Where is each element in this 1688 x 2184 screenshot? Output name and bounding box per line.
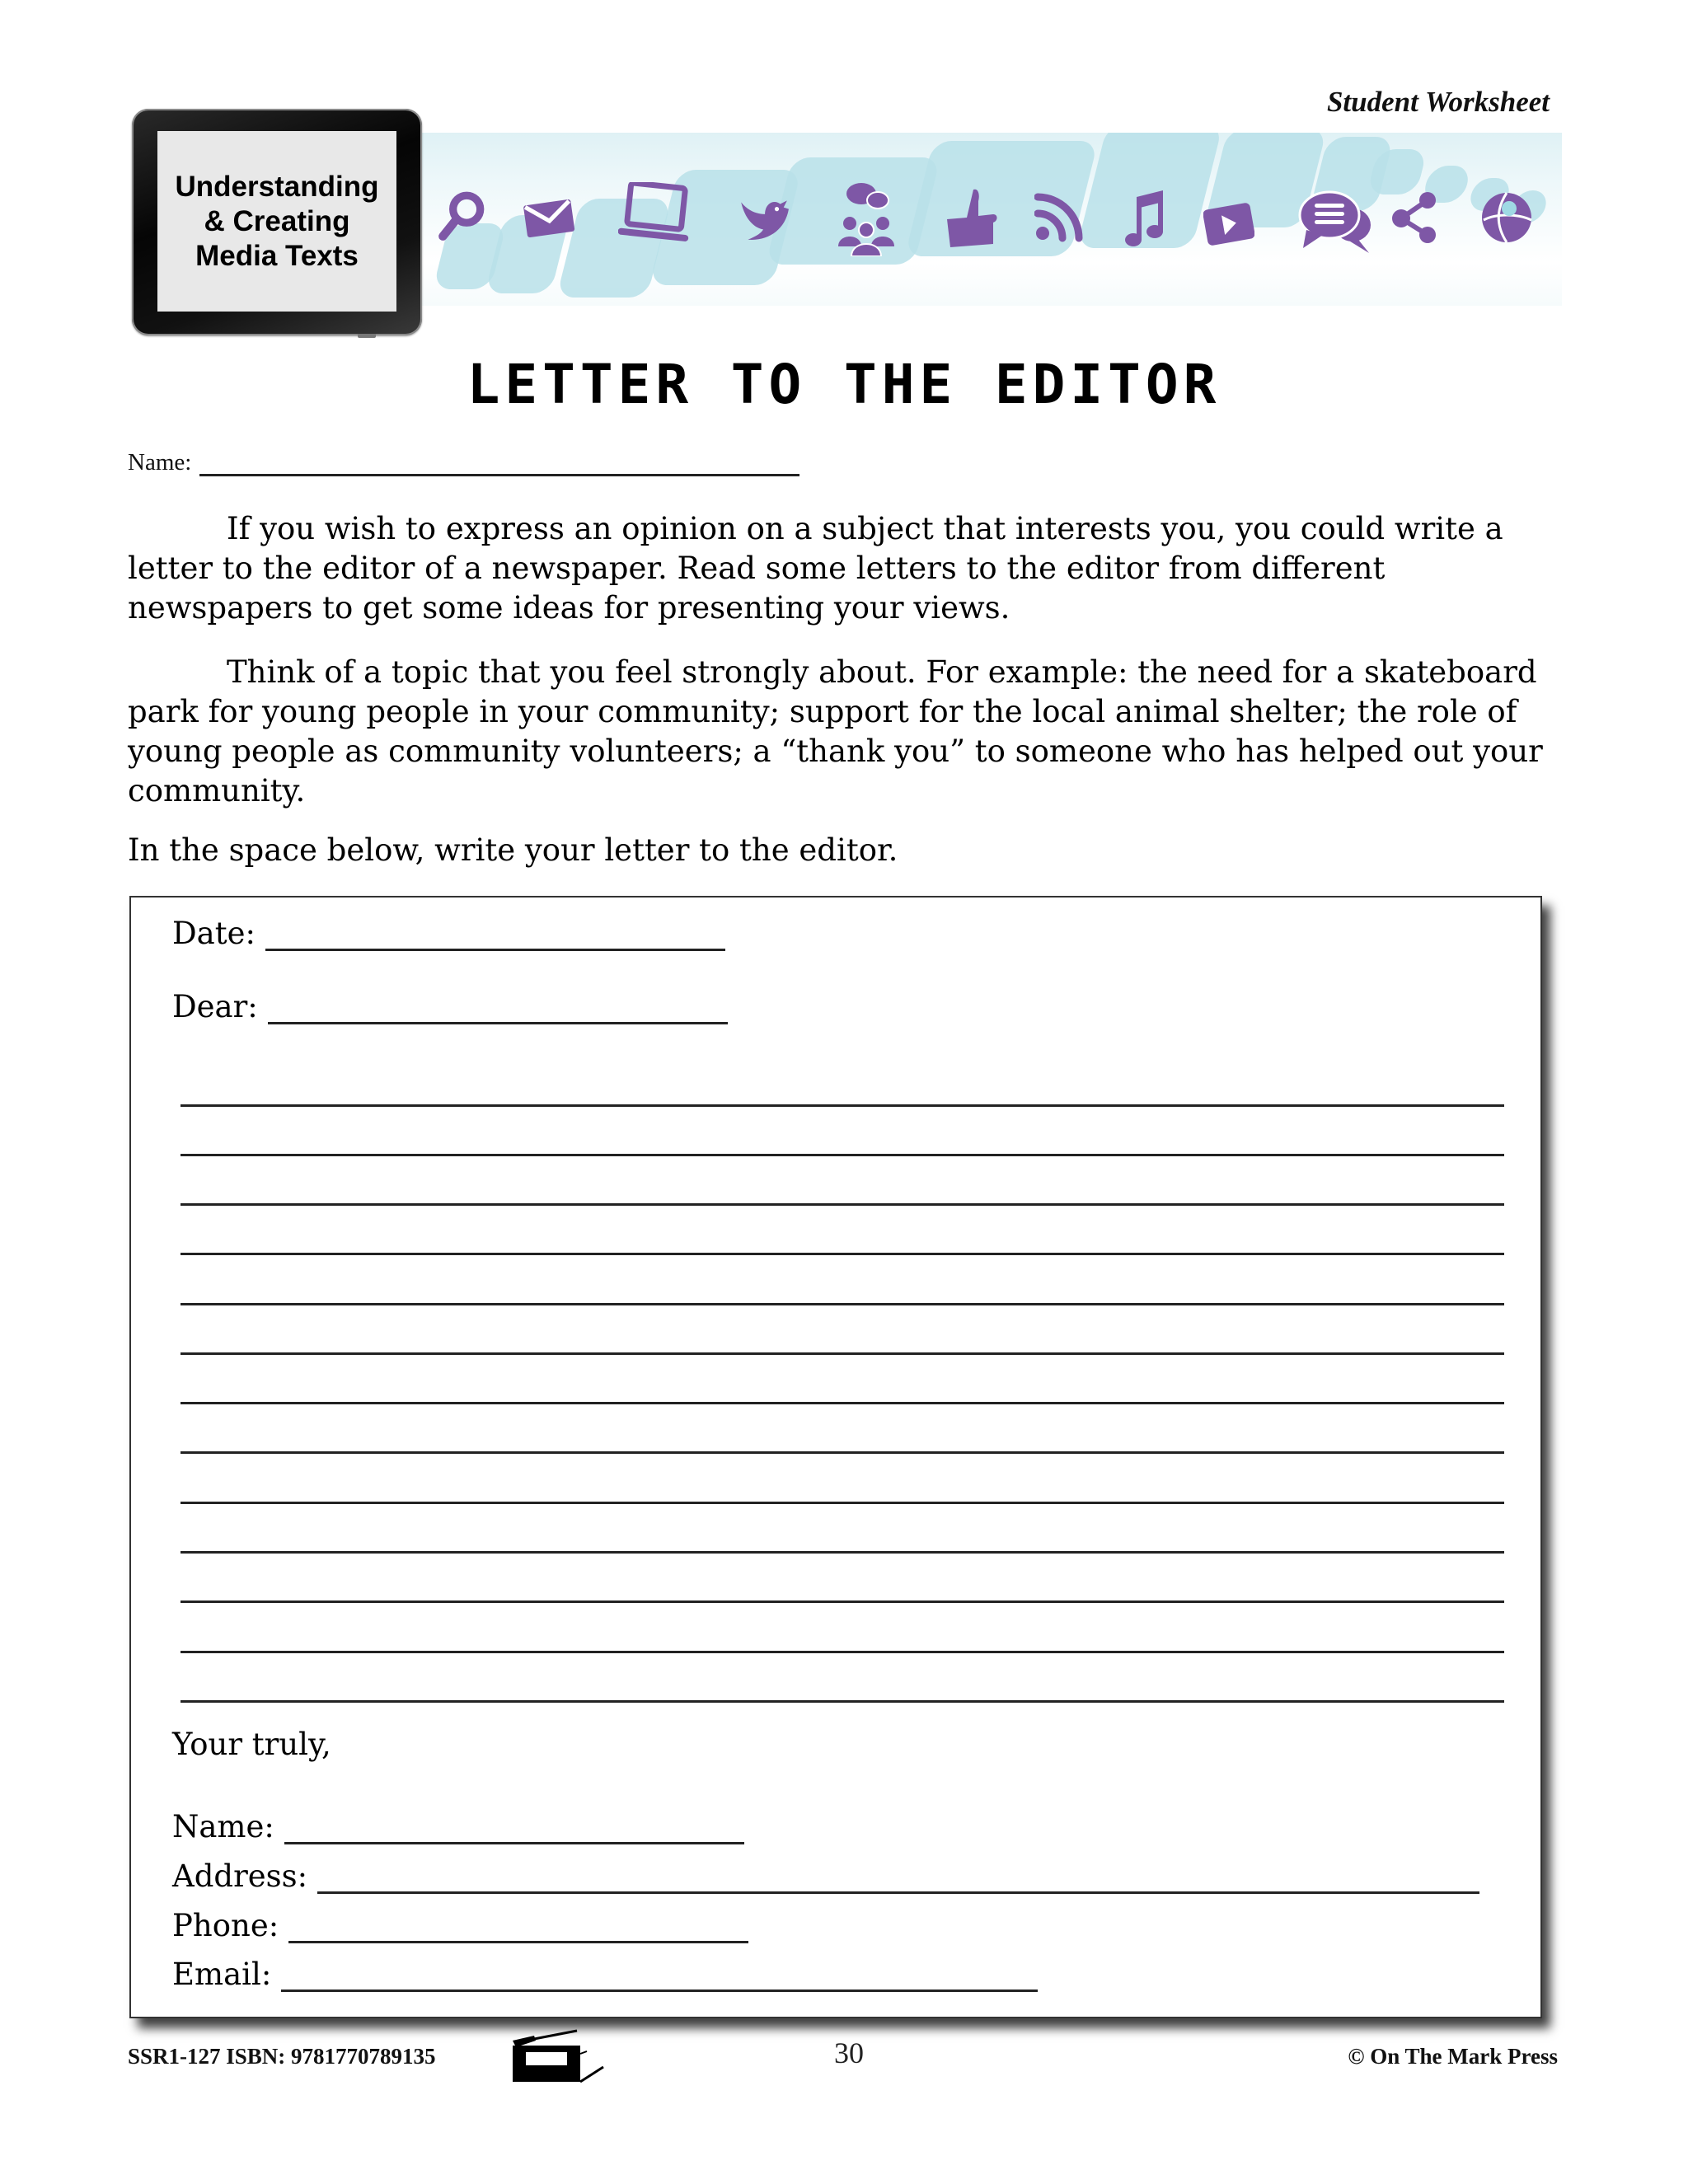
closing-text: Your truly, — [172, 1727, 331, 1762]
media-icons-banner — [416, 133, 1562, 306]
unit-title-line-3: Media Texts — [195, 239, 359, 272]
unit-title-line-1: Understanding — [175, 170, 379, 203]
tablet-screen — [157, 131, 396, 312]
worksheet-label: Student Worksheet — [1326, 86, 1550, 118]
photocopier-icon — [511, 2029, 607, 2083]
student-name-label: Name: — [128, 449, 192, 476]
ruled-line[interactable] — [181, 1700, 1504, 1703]
ruled-line[interactable] — [181, 1651, 1504, 1653]
video-play-icon — [1203, 203, 1254, 246]
copyright: © On The Mark Press — [1348, 2044, 1558, 2069]
student-name-field[interactable] — [128, 449, 799, 476]
instruction-text-2: Think of a topic that you feel strongly about. For example: the need for a skateboard park for young people in your community; support for the local animal shelter; the role of young people as community volunteers; a “thank you” to someone who has helped out your community. — [128, 654, 1543, 808]
ruled-line[interactable] — [181, 1154, 1504, 1156]
sender-name-label: Name: — [172, 1809, 274, 1844]
phone-blank[interactable] — [288, 1916, 748, 1943]
email-field[interactable] — [172, 1957, 1038, 1992]
share-icon — [1391, 190, 1437, 245]
date-blank[interactable] — [265, 924, 725, 951]
instruction-paragraph-2 — [128, 653, 1554, 811]
instruction-text-1: If you wish to express an opinion on a subject that interests you, you could write a letter to the editor of a newspaper. Read some letters to the editor from different newspapers to get some ideas for presenting your views. — [128, 511, 1503, 626]
globe-icon — [1479, 189, 1534, 246]
group-chat-icon — [837, 180, 896, 256]
letter-writing-box — [129, 896, 1542, 2018]
instruction-paragraph-3: In the space below, write your letter to the editor. — [128, 832, 898, 868]
dear-label: Dear: — [172, 989, 258, 1024]
date-field[interactable] — [172, 916, 725, 951]
ruled-line[interactable] — [181, 1352, 1504, 1355]
ruled-line[interactable] — [181, 1551, 1504, 1554]
page-number: 30 — [834, 2036, 864, 2069]
ruled-line[interactable] — [181, 1451, 1504, 1454]
phone-field[interactable] — [172, 1908, 748, 1943]
music-note-icon — [1125, 190, 1166, 248]
tablet-button-icon — [358, 334, 376, 338]
ruled-line[interactable] — [181, 1601, 1504, 1603]
email-blank[interactable] — [281, 1965, 1038, 1992]
laptop-icon — [618, 182, 692, 246]
page-title: LETTER TO THE EDITOR — [467, 353, 1221, 416]
phone-label: Phone: — [172, 1908, 279, 1943]
sender-name-field[interactable] — [172, 1809, 744, 1844]
student-name-blank[interactable] — [199, 454, 799, 476]
ruled-line[interactable] — [181, 1104, 1504, 1107]
ruled-line[interactable] — [181, 1203, 1504, 1206]
twitter-bird-icon — [736, 192, 790, 246]
address-field[interactable] — [172, 1858, 1479, 1894]
ruled-line[interactable] — [181, 1303, 1504, 1305]
address-blank[interactable] — [317, 1867, 1479, 1894]
unit-title-line-2: & Creating — [204, 204, 350, 237]
sender-name-blank[interactable] — [284, 1817, 744, 1844]
tablet-graphic — [132, 109, 422, 335]
search-icon — [434, 189, 489, 243]
instruction-paragraph-1 — [128, 509, 1554, 628]
ruled-line[interactable] — [181, 1253, 1504, 1255]
mail-icon — [522, 190, 576, 245]
product-code-isbn: SSR1-127 ISBN: 9781770789135 — [128, 2044, 436, 2069]
rss-icon — [1034, 190, 1085, 243]
thumbs-up-icon — [944, 186, 1001, 252]
address-label: Address: — [172, 1858, 308, 1894]
ruled-line[interactable] — [181, 1402, 1504, 1404]
dear-blank[interactable] — [268, 997, 728, 1024]
date-label: Date: — [172, 916, 256, 951]
chat-bubbles-icon — [1298, 189, 1374, 255]
email-label: Email: — [172, 1957, 272, 1992]
ruled-line[interactable] — [181, 1502, 1504, 1504]
dear-field[interactable] — [172, 989, 728, 1024]
